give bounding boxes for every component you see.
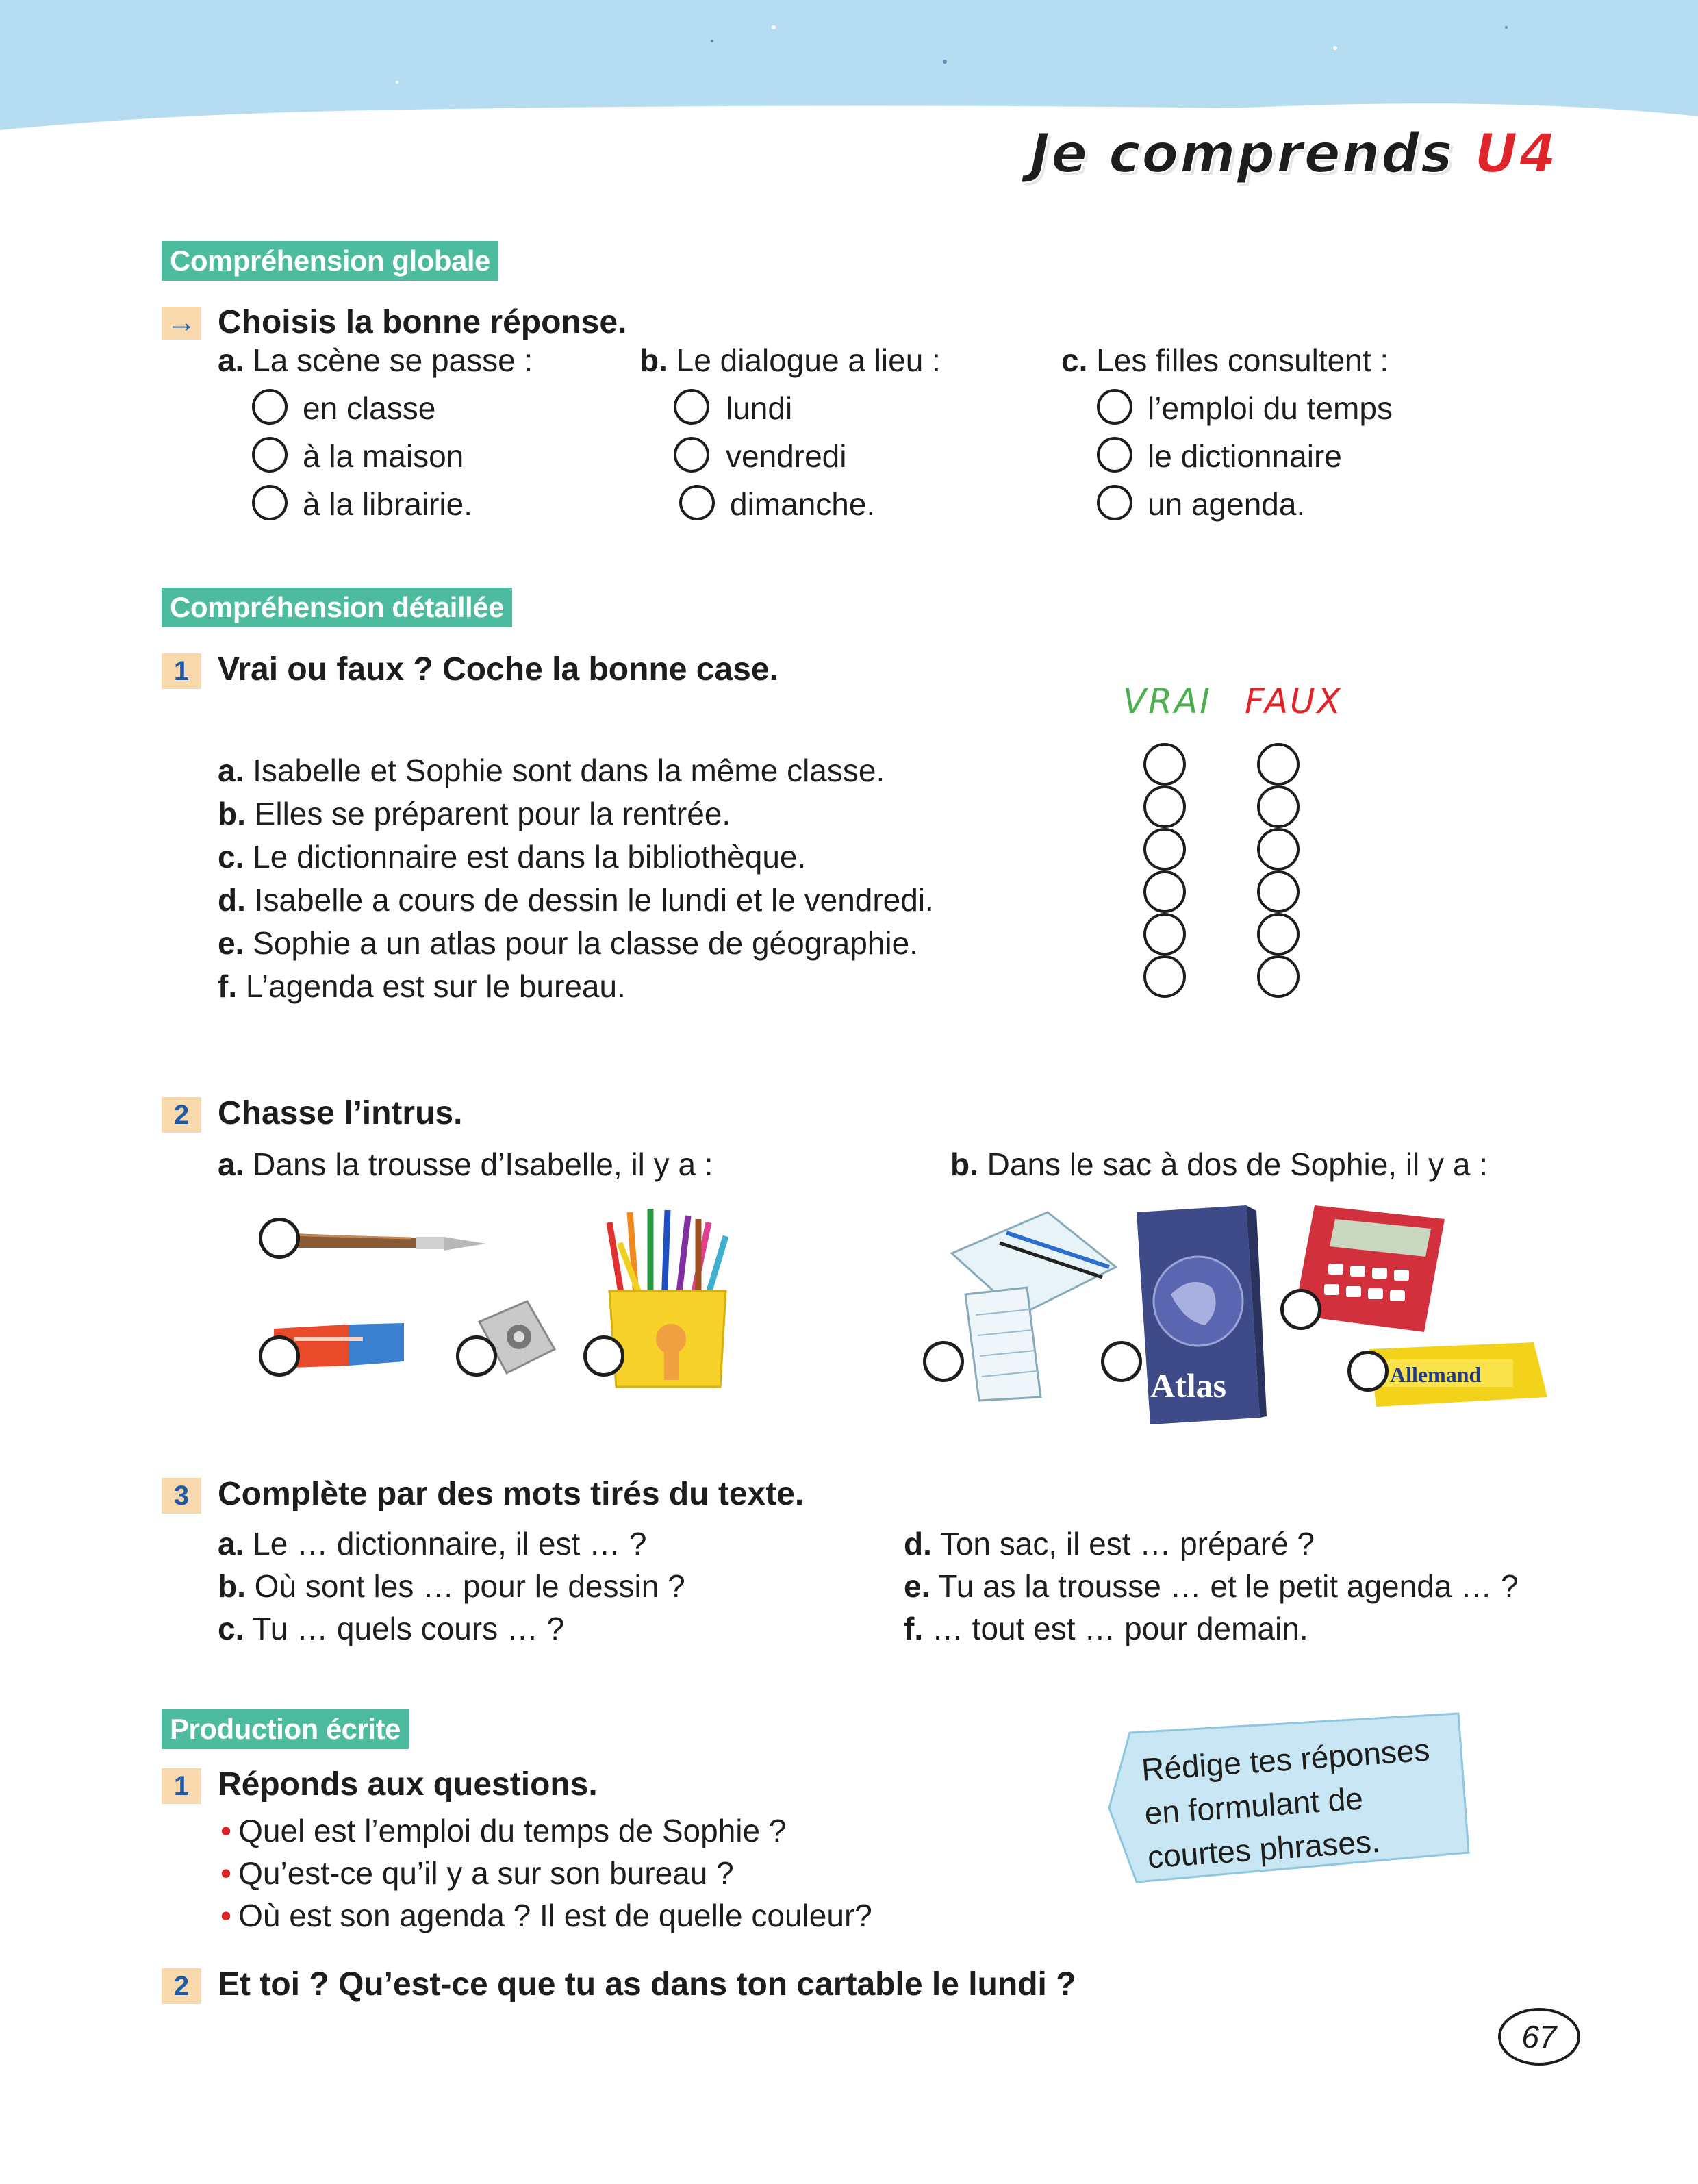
- complete-d: d. Ton sac, il est … préparé ?: [904, 1526, 1315, 1561]
- faux-checkbox-b[interactable]: [1257, 786, 1300, 828]
- statement-e: e. Sophie a un atlas pour la classe de géographie.: [218, 925, 918, 961]
- instruction-questions: Réponds aux questions.: [218, 1766, 598, 1803]
- intrus-a-text: a. Dans la trousse d’Isabelle, il y a :: [218, 1146, 713, 1182]
- option-label: dimanche.: [730, 486, 876, 522]
- radio-a-2[interactable]: [252, 437, 288, 473]
- question-a: a. La scène se passe :: [218, 342, 533, 378]
- intrus-b-text: b. Dans le sac à dos de Sophie, il y a :: [950, 1146, 1488, 1182]
- complete-b: b. Où sont les … pour le dessin ?: [218, 1568, 685, 1604]
- choice-circle-pencils[interactable]: [583, 1335, 624, 1377]
- section-label-detail: Compréhension détaillée: [162, 588, 512, 627]
- choice-circle-eraser[interactable]: [259, 1335, 300, 1377]
- faux-checkbox-d[interactable]: [1257, 870, 1300, 913]
- instruction-complete: Complète par des mots tirés du texte.: [218, 1476, 804, 1512]
- faux-checkbox-c[interactable]: [1257, 828, 1300, 870]
- radio-b-3[interactable]: [679, 485, 715, 520]
- instruction-global: Choisis la bonne réponse.: [218, 304, 627, 340]
- option-label: à la maison: [303, 438, 464, 474]
- option-label: un agenda.: [1148, 486, 1306, 522]
- vrai-checkbox-e[interactable]: [1143, 913, 1186, 955]
- exercise-number: 1: [162, 1768, 201, 1804]
- choice-circle-notebook[interactable]: [923, 1341, 964, 1382]
- radio-b-1[interactable]: [674, 389, 709, 425]
- radio-a-1[interactable]: [252, 389, 288, 425]
- question-b: b. Le dialogue a lieu :: [639, 342, 941, 378]
- vrai-checkbox-f[interactable]: [1143, 955, 1186, 998]
- question-bullet: • Où est son agenda ? Il est de quelle couleur?: [220, 1898, 872, 1933]
- complete-e: e. Tu as la trousse … et le petit agenda … ?: [904, 1568, 1519, 1604]
- faux-checkbox-a[interactable]: [1257, 743, 1300, 786]
- vrai-checkbox-d[interactable]: [1143, 870, 1186, 913]
- arrow-icon: →: [162, 307, 201, 340]
- section-label-global: Compréhension globale: [162, 241, 498, 281]
- statement-c: c. Le dictionnaire est dans la bibliothèque.: [218, 839, 807, 875]
- statement-a: a. Isabelle et Sophie sont dans la même classe.: [218, 753, 885, 788]
- note-line: Rédige tes réponses: [1140, 1731, 1431, 1787]
- instruction-cartable: Et toi ? Qu’est-ce que tu as dans ton cartable le lundi ?: [218, 1966, 1076, 2003]
- exercise-number: 2: [162, 1097, 201, 1133]
- option-label: vendredi: [726, 438, 847, 474]
- option-label: lundi: [726, 390, 793, 426]
- option-label: le dictionnaire: [1148, 438, 1342, 474]
- complete-f: f. … tout est … pour demain.: [904, 1611, 1308, 1646]
- faux-checkbox-f[interactable]: [1257, 955, 1300, 998]
- question-bullet: • Quel est l’emploi du temps de Sophie ?: [220, 1813, 787, 1848]
- exercise-number: 3: [162, 1478, 201, 1514]
- choice-circle-pen[interactable]: [259, 1218, 300, 1259]
- vrai-checkbox-a[interactable]: [1143, 743, 1186, 786]
- choice-circle-dictionary[interactable]: [1347, 1351, 1389, 1392]
- page-number: 67: [1498, 2008, 1580, 2066]
- radio-a-3[interactable]: [252, 485, 288, 520]
- complete-c: c. Tu … quels cours … ?: [218, 1611, 565, 1646]
- exercise-number: 1: [162, 653, 201, 689]
- choice-circle-calculator[interactable]: [1280, 1289, 1321, 1330]
- complete-a: a. Le … dictionnaire, il est … ?: [218, 1526, 647, 1561]
- instruction-intrus: Chasse l’intrus.: [218, 1095, 463, 1131]
- faux-header: FAUX: [1245, 681, 1343, 721]
- radio-c-3[interactable]: [1097, 485, 1132, 520]
- question-bullet: • Qu’est-ce qu’il y a sur son bureau ?: [220, 1855, 734, 1891]
- dictionary-icon: [1363, 1335, 1554, 1411]
- radio-b-2[interactable]: [674, 437, 709, 473]
- vrai-checkbox-b[interactable]: [1143, 786, 1186, 828]
- option-label: en classe: [303, 390, 436, 426]
- unit-label: U4: [1474, 123, 1558, 185]
- question-c: c. Les filles consultent :: [1061, 342, 1389, 378]
- exercise-number: 2: [162, 1968, 201, 2004]
- choice-circle-sharpener[interactable]: [456, 1335, 497, 1377]
- radio-c-2[interactable]: [1097, 437, 1132, 473]
- page-title: [1030, 123, 1558, 185]
- vrai-header: VRAI: [1123, 681, 1212, 721]
- instruction-vrai-faux: Vrai ou faux ? Coche la bonne case.: [218, 651, 778, 688]
- statement-b: b. Elles se préparent pour la rentrée.: [218, 796, 731, 831]
- note-line: en formulant de: [1143, 1780, 1365, 1831]
- title-text: Je comprends: [1030, 123, 1454, 185]
- atlas-book-icon: [1130, 1198, 1267, 1431]
- header-banner: [0, 0, 1698, 130]
- notebook-icon: [938, 1192, 1123, 1404]
- dictionary-label: Allemand: [1390, 1362, 1482, 1387]
- option-label: l’emploi du temps: [1148, 390, 1393, 426]
- note-box: [1140, 1725, 1479, 1905]
- option-label: à la librairie.: [303, 486, 472, 522]
- radio-c-1[interactable]: [1097, 389, 1132, 425]
- section-label-production: Production écrite: [162, 1709, 409, 1749]
- statement-d: d. Isabelle a cours de dessin le lundi et le vendredi.: [218, 882, 934, 918]
- note-line: courtes phrases.: [1146, 1822, 1382, 1875]
- atlas-label: Atlas: [1150, 1366, 1227, 1405]
- faux-checkbox-e[interactable]: [1257, 913, 1300, 955]
- vrai-checkbox-c[interactable]: [1143, 828, 1186, 870]
- choice-circle-atlas[interactable]: [1101, 1341, 1142, 1382]
- statement-f: f. L’agenda est sur le bureau.: [218, 968, 626, 1004]
